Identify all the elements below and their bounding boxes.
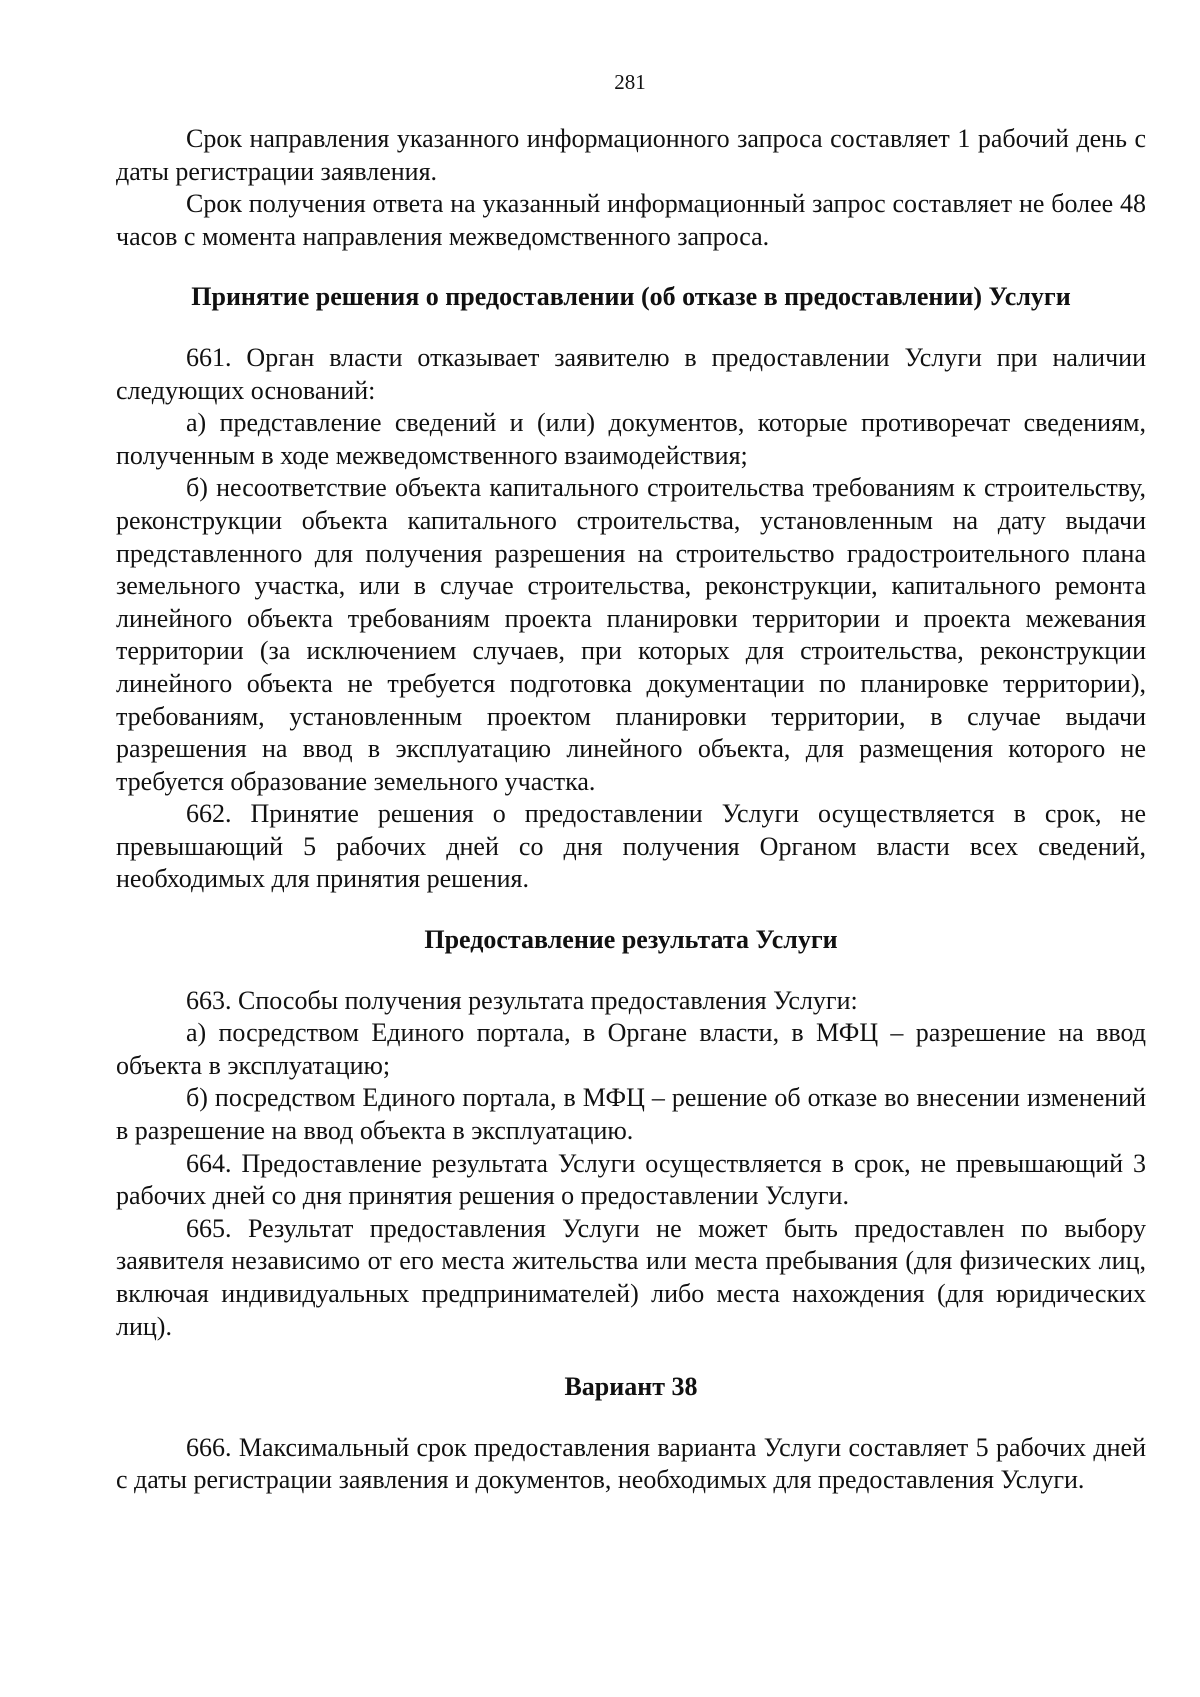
paragraph-663-a: а) посредством Единого портала, в Органе власти, в МФЦ – разрешение на ввод объекта в эксплуатацию; [116, 1018, 1146, 1080]
paragraph-661: 661. Орган власти отказывает заявителю в предоставлении Услуги при наличии следующих оснований: [116, 342, 1146, 405]
paragraph-662: 662. Принятие решения о предоставлении Услуги осуществляется в срок, не превышающий 5 рабочих дней со дня получения Органом власти всех сведений, необходимых для принятия решения. [116, 799, 1146, 894]
paragraph-661-a: а) представление сведений и (или) документов, которые противоречат сведениям, полученным в ходе межведомственного взаимодействия; [116, 408, 1146, 470]
paragraph-663: 663. Способы получения результата предоставления Услуги: [186, 985, 858, 1015]
paragraph-664: 664. Предоставление результата Услуги осуществляется в срок, не превышающий 3 рабочих дней со дня принятия решения о предоставлении Услуги. [116, 1148, 1146, 1211]
paragraph-663-b: б) посредством Единого портала, в МФЦ – решение об отказе во внесении изменений в разрешение на ввод объекта в эксплуатацию. [116, 1083, 1146, 1146]
document-body [116, 123, 1146, 1497]
paragraph-666: 666. Максимальный срок предоставления варианта Услуги составляет 5 рабочих дней с даты регистрации заявления и документов, необходимых для предоставления Услуги. [116, 1432, 1146, 1495]
section-heading-decision: Принятие решения о предоставлении (об отказе в предоставлении) Услуги [191, 282, 1071, 312]
paragraph-661-b: б) несоответствие объекта капитального строительства требованиям к строительству, реконструкции объекта капитального строительства, установленным на дату выдачи представленного для получения разрешения на строительство градостроительного плана земельного участка, или в случае строительства, реконструкции, капитального ремонта линейного объекта требованиям проекта планировки территории и проекта межевания территории (за исключением случаев, при которых для строительства, реконструкции линейного объекта не требуется подготовка документации по планировке территории), требованиям, установленным проектом планировки территории, в случае выдачи разрешения на ввод в эксплуатацию линейного объекта, для размещения которого не требуется образование земельного участка. [116, 473, 1146, 796]
paragraph-response-deadline: Срок получения ответа на указанный информационный запрос составляет не более 48 часов с момента направления межведомственного запроса. [116, 189, 1146, 251]
paragraph-request-deadline: Срок направления указанного информационного запроса составляет 1 рабочий день с даты регистрации заявления. [116, 124, 1146, 186]
section-heading-result: Предоставление результата Услуги [424, 925, 838, 955]
page-number: 281 [614, 70, 646, 94]
paragraph-665: 665. Результат предоставления Услуги не может быть предоставлен по выбору заявителя независимо от его места жительства или места пребывания (для физических лиц, включая индивидуальных предпринимателей) либо места нахождения (для юридических лиц). [116, 1213, 1146, 1341]
section-heading-variant-38: Вариант 38 [564, 1372, 698, 1402]
